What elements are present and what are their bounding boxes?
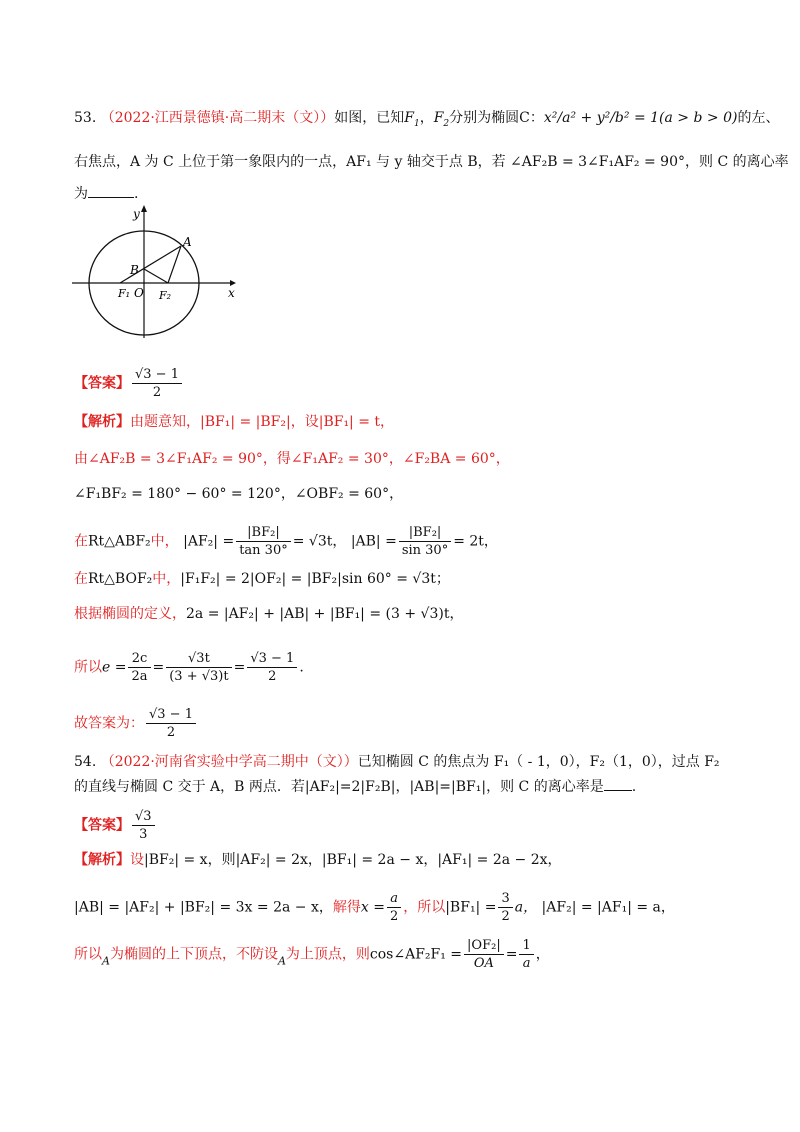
a53-l7-end: . [299, 659, 304, 676]
q54-stem-line2 [74, 777, 636, 797]
a53-l7-frac1 [128, 650, 150, 685]
a54-l3-frac2-den: a [522, 956, 531, 971]
a54-l2-so: ，所以 [403, 899, 446, 916]
a53-l7-frac2-den: (3 + √3)t [169, 669, 229, 684]
a53-l4-r2: = 2t， [453, 533, 498, 550]
a54-l2-frac1 [387, 890, 401, 925]
a54-l2-bf1-a: a， [514, 899, 538, 916]
a53-l7-frac2-num: √3t [166, 650, 231, 668]
a53-l4-mid: 中， [150, 533, 179, 550]
a53-l7-pre: 所以 [74, 659, 102, 676]
a53-line8 [74, 706, 198, 741]
q54-stem2: 的直线与椭圆 C 交于 A，B 两点．若|AF₂|=2|F₂B|，|AB|=|BF₁|，则 C 的离心率是 [74, 779, 604, 795]
a53-answer-line [74, 366, 184, 401]
q53-f2: F [433, 110, 444, 126]
a53-answer-fraction [132, 366, 182, 401]
q53-stem-c: 的左、 [737, 110, 780, 126]
a53-line1: 由题意知，|BF₁| = |BF₂|，设|BF₁| = t， [130, 414, 395, 430]
q53-stem-prefix: 为 [74, 186, 88, 202]
a54-answer-line [74, 808, 157, 843]
a54-l3-eq: = [505, 946, 518, 963]
a54-l3-a2: A [277, 954, 286, 968]
a54-answer-fraction [132, 808, 155, 843]
a53-l7-frac2 [166, 650, 231, 685]
q53-answer-blank [88, 185, 134, 198]
fig-x-label: x [228, 286, 235, 300]
a53-l4-frac1-num: |BF₂| [236, 524, 291, 542]
a53-l7-e: e = [102, 659, 127, 676]
a54-line3 [74, 937, 550, 972]
a54-l3-mid: 为椭圆的上下顶点，不防设 [109, 946, 278, 963]
a53-l4-r1: = √3t， [292, 533, 347, 550]
a54-l2-solve: 解得 [332, 899, 361, 916]
a53-line6 [74, 604, 463, 624]
q53-stem-line3 [74, 184, 138, 204]
a53-l4-frac2-num: |BF₂| [399, 524, 451, 542]
a54-l3-pre: 所以 [74, 946, 102, 963]
q54-stem-end: . [631, 779, 637, 795]
a53-l4-frac2-den: sin 30° [401, 543, 449, 558]
a53-l7-eq1: = [152, 659, 165, 676]
a53-l7-eq2: = [233, 659, 246, 676]
a53-line3: ∠F₁BF₂ = 180° − 60° = 120°，∠OBF₂ = 60°， [74, 486, 404, 502]
fig-b-label: B [130, 263, 139, 277]
q53-c-label: C： [519, 110, 544, 126]
a53-l8-frac-num: √3 − 1 [146, 706, 196, 724]
a54-answer-tag: 【答案】 [74, 817, 130, 834]
q54-stem1: 已知椭圆 C 的焦点为 F₁（ - 1，0），F₂（1，0），过点 F₂ [357, 754, 720, 770]
a53-l7-frac3 [247, 650, 297, 685]
a54-l1-pre: 设 [130, 852, 144, 868]
q53-stem-end: . [134, 186, 139, 202]
a53-l8-frac [146, 706, 196, 741]
a53-line7 [74, 650, 304, 685]
a53-l4-pre: 在 [74, 533, 88, 550]
a54-answer-denominator: 3 [139, 827, 148, 842]
a54-l3-frac1 [464, 937, 504, 972]
a54-answer-numerator: √3 [132, 808, 155, 826]
a53-analysis-line1 [74, 412, 394, 432]
a53-l6-eq: 2a = |AF₂| + |AB| + |BF₁| = (3 + √3)t， [186, 606, 464, 622]
q53-f2-sub: 2 [443, 118, 450, 129]
q54-number: 54. [74, 754, 97, 770]
a53-l5-pre: 在 [74, 571, 88, 587]
a54-line2 [74, 890, 675, 925]
a54-l3-end: ， [535, 946, 550, 963]
fig-f2-label: F₂ [159, 289, 172, 302]
a53-l4-tri: Rt△ABF₂ [88, 533, 151, 550]
a53-l5-mid: 中， [152, 571, 181, 587]
a53-l4-frac2 [399, 524, 451, 559]
a53-line2: 由∠AF₂B = 3∠F₁AF₂ = 90°，得∠F₁AF₂ = 30°，∠F₂BA = 60°， [74, 451, 510, 467]
ellipse-figure [70, 202, 250, 342]
q53-stem-line2: 右焦点，A 为 C 上位于第一象限内的一点，AF₁ 与 y 轴交于点 B，若 ∠AF₂B = 3∠F₁AF₂ = 90°，则 C 的离心率 [74, 154, 789, 170]
q53-f1-sub: 1 [413, 118, 420, 129]
q54-stem-line1 [74, 752, 720, 772]
a54-l2-eq: |AB| = |AF₂| + |BF₂| = 3x = 2a − x， [74, 899, 333, 916]
a53-answer-numerator: √3 − 1 [132, 366, 182, 384]
a54-l3-frac2 [519, 937, 533, 972]
a53-line5 [74, 569, 450, 589]
a53-l4-frac1 [236, 524, 291, 559]
a54-l2-frac2 [498, 890, 512, 925]
a53-l7-frac3-den: 2 [268, 669, 277, 684]
a53-l8-frac-den: 2 [166, 725, 176, 740]
a53-l6-pre: 根据椭圆的定义， [74, 606, 186, 622]
a54-l2-frac1-den: 2 [389, 909, 399, 924]
a54-l1-eq: |BF₂| = x，则|AF₂| = 2x，|BF₁| = 2a − x，|AF₁| = 2a − 2x， [144, 852, 562, 868]
a53-l7-frac3-num: √3 − 1 [247, 650, 297, 668]
a53-answer-denominator: 2 [152, 385, 162, 400]
segment-bf2 [144, 269, 168, 283]
q53-stem-a: 如图，已知 [334, 110, 405, 126]
q53-source: （2022·江西景德镇·高二期末（文）） [100, 110, 335, 126]
a54-l2-bf1: |BF₁| = [445, 899, 497, 916]
y-axis-arrow [141, 205, 147, 212]
a54-l3-frac2-num: 1 [519, 937, 533, 955]
a53-l4-frac1-den: tan 30° [239, 543, 288, 558]
a53-l7-frac1-num: 2c [128, 650, 150, 668]
a54-l2-frac2-den: 2 [501, 909, 510, 924]
a54-l3-frac1-num: |OF₂| [464, 937, 504, 955]
q54-source: （2022·河南省实验中学高二期中（文）） [100, 754, 358, 770]
a53-l4-af2: |AF₂| = [183, 533, 235, 550]
q53-number: 53. [74, 110, 97, 126]
q53-ellipse-equation: x²/a² + y²/b² = 1(a > b > 0) [543, 110, 738, 126]
a53-l5-tri: Rt△BOF₂ [88, 571, 153, 587]
a53-l4-ab: |AB| = [350, 533, 397, 550]
q53-stem-line1 [74, 108, 779, 134]
fig-f1-label: F₁ [118, 287, 131, 300]
q53-stem-b: 分别为椭圆 [449, 110, 520, 126]
a53-analysis-tag: 【解析】 [74, 414, 130, 430]
a54-analysis-line1 [74, 850, 562, 870]
a53-l7-frac1-den: 2a [131, 669, 148, 684]
a54-l2-last: |AF₂| = |AF₁| = a， [541, 899, 675, 916]
a54-l3-mid2: 为上顶点，则 [285, 946, 370, 963]
fig-a-label: A [183, 235, 192, 249]
a54-l2-x: x = [360, 899, 385, 916]
a54-l3-a1: A [102, 954, 110, 968]
a53-answer-tag: 【答案】 [74, 375, 130, 392]
q53-comma: ， [419, 110, 434, 126]
a53-l5-eq: |F₁F₂| = 2|OF₂| = |BF₂|sin 60° = √3t； [180, 571, 450, 587]
segment-af2 [168, 246, 181, 283]
q54-answer-blank [604, 778, 632, 791]
a54-l2-frac2-num: 3 [498, 890, 512, 908]
a53-l8-pre: 故答案为： [74, 715, 144, 732]
q53-f1: F [404, 110, 414, 126]
a54-l3-cos: cos∠AF₂F₁ = [369, 946, 463, 963]
fig-o-label: O [134, 286, 144, 300]
a54-l2-frac1-num: a [387, 890, 401, 908]
a54-l3-frac1-den: OA [473, 956, 494, 971]
a53-line4 [74, 524, 498, 559]
fig-y-label: y [133, 207, 140, 221]
a54-analysis-tag: 【解析】 [74, 852, 130, 868]
